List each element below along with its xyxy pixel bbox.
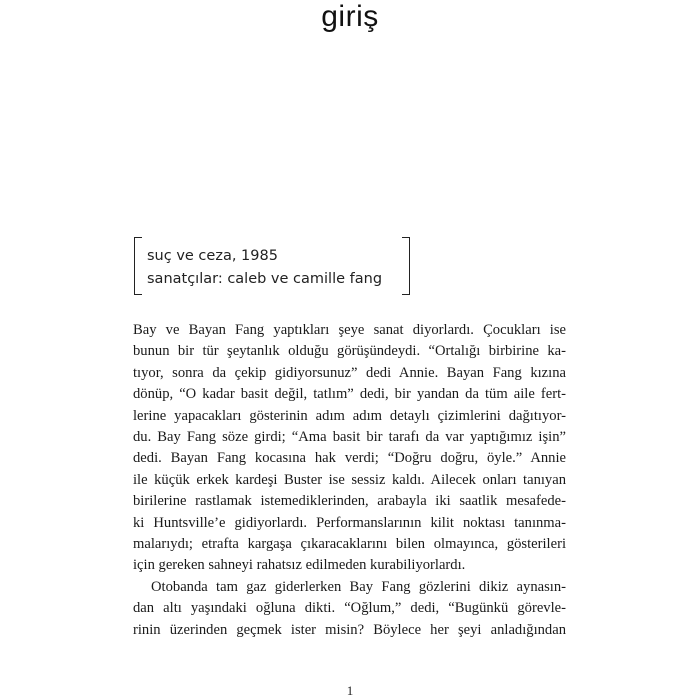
body-line: dan altı yaşındaki oğluna dikti. “Oğlum,” dedi, “Bugünkü görevle- [133,600,566,617]
epigraph-line-1: suç ve ceza, 1985 [147,248,278,264]
body-line: birilerine rastlamak istemediklerinden, arabayla iki saatlik mesafede- [133,493,566,510]
body-line: rinin üzerinden geçmek ister misin? Böylece her şeyi anladığından [133,621,566,638]
body-line: du. Bay Fang söze girdi; “Ama basit bir tarafı da var yaptığımız işin” [133,429,566,446]
body-line: Otobanda tam gaz giderlerken Bay Fang gözlerini dikiz aynasın- [151,578,566,595]
body-line: lerine yapacakları gösterinin adım adım detaylı çizimlerini dağıtıyor- [133,407,566,424]
body-line: malarıydı; etrafta kargaşa çıkaracaklarını bilen olmayınca, gösterileri [133,536,566,553]
body-text [133,320,566,641]
page-number: 1 [346,683,354,698]
body-line: ile küçük erkek kardeşi Buster ise sessiz kaldı. Ailecek onları tanıyan [133,471,566,488]
epigraph-box [134,237,410,295]
body-line: için gereken sahneyi rahatsız edilmeden kurabiliyorlardı. [133,557,466,574]
body-line: ki Huntsville’e gidiyorlardı. Performanslarının kilit noktası tanınma- [133,514,566,531]
body-line: Bay ve Bayan Fang yaptıkları şeye sanat diyorlardı. Çocukları ise [133,322,566,338]
epigraph-line-2: sanatçılar: caleb ve camille fang [147,271,383,287]
chapter-title: giriş [321,0,379,33]
body-line: dedi. Bayan Fang kocasına hak verdi; “Doğru doğru, öyle.” Annie [133,450,566,467]
body-line: dönüp, “O kadar basit değil, tatlım” dedi, bir yandan da tüm aile fert- [133,386,566,403]
body-line: tıyor, sonra da çekip gidiyorsunuz” dedi Annie. Bayan Fang kızına [133,364,566,381]
body-line: bunun bir tür şeytanlık olduğu görüşündeydi. “Ortalığı birbirine ka- [133,343,566,360]
left-bracket [134,237,142,295]
right-bracket [402,237,410,295]
